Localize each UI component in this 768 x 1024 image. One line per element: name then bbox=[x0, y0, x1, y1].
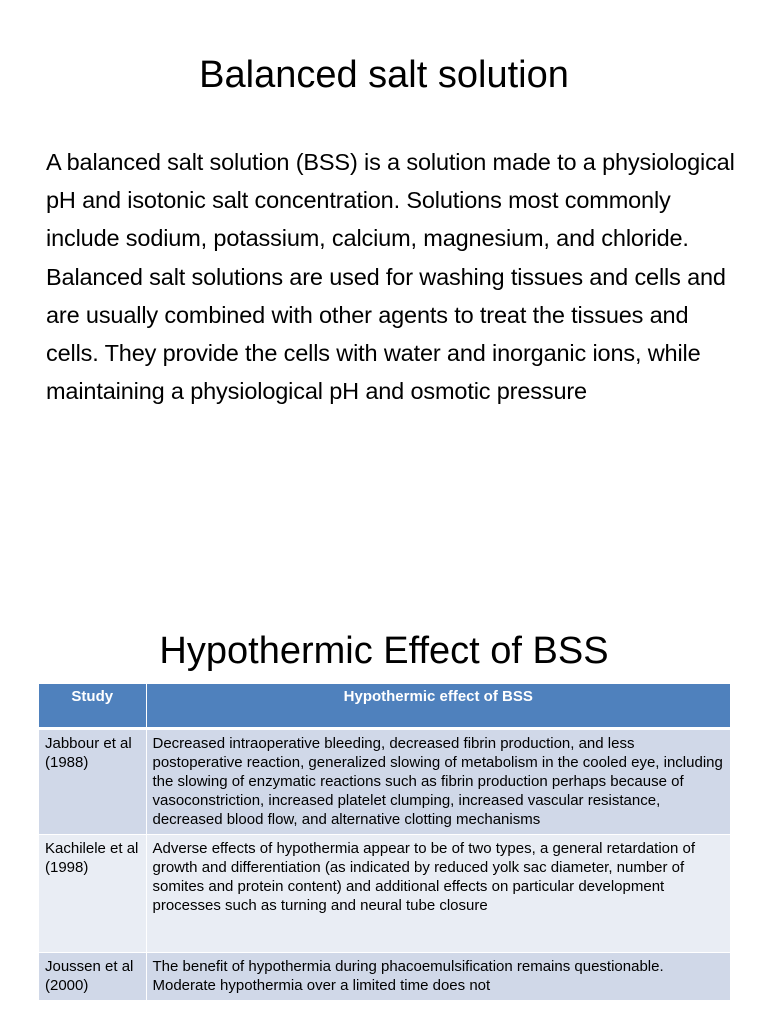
table-row bbox=[39, 729, 730, 835]
hypothermic-effect-table bbox=[39, 684, 730, 1001]
effect-cell: Decreased intraoperative bleeding, decreased fibrin production, and less postoperative reaction, generalized slowing of metabolism in the cooled eye, including the slowing of enzymatic reactions such as fibrin production perhaps because of vasoconstriction, increased platelet clumping, increased vascular resistance, decreased blood flow, and alternative clotting mechanisms bbox=[146, 729, 730, 835]
column-header-study: Study bbox=[39, 684, 146, 729]
study-cell: Jabbour et al (1988) bbox=[39, 729, 146, 835]
slide-body-paragraph: A balanced salt solution (BSS) is a solution made to a physiological pH and isotonic salt concentration. Solutions most commonly include sodium, potassium, calcium, magnesium, and chloride. Balanced salt solutions are used for washing tissues and cells and are usually combined with other agents to treat the tissues and cells. They provide the cells with water and inorganic ions, while maintaining a physiological pH and osmotic pressure bbox=[46, 149, 735, 405]
slide-title-balanced-salt-solution: Balanced salt solution bbox=[199, 54, 569, 96]
study-cell: Kachilele et al (1998) bbox=[39, 835, 146, 953]
slide-title-hypothermic-effect: Hypothermic Effect of BSS bbox=[159, 630, 609, 672]
effect-cell: Adverse effects of hypothermia appear to be of two types, a general retardation of growth and differentiation (as indicated by reduced yolk sac diameter, number of somites and protein content) and additional effects on particular development processes such as turning and neural tube closure bbox=[146, 835, 730, 953]
column-header-effect: Hypothermic effect of BSS bbox=[146, 684, 730, 729]
table-row bbox=[39, 953, 730, 1001]
table-header-row bbox=[39, 684, 730, 729]
effect-cell: The benefit of hypothermia during phacoemulsification remains questionable. Moderate hypothermia over a limited time does not bbox=[146, 953, 730, 1001]
table-row bbox=[39, 835, 730, 953]
study-cell: Joussen et al (2000) bbox=[39, 953, 146, 1001]
